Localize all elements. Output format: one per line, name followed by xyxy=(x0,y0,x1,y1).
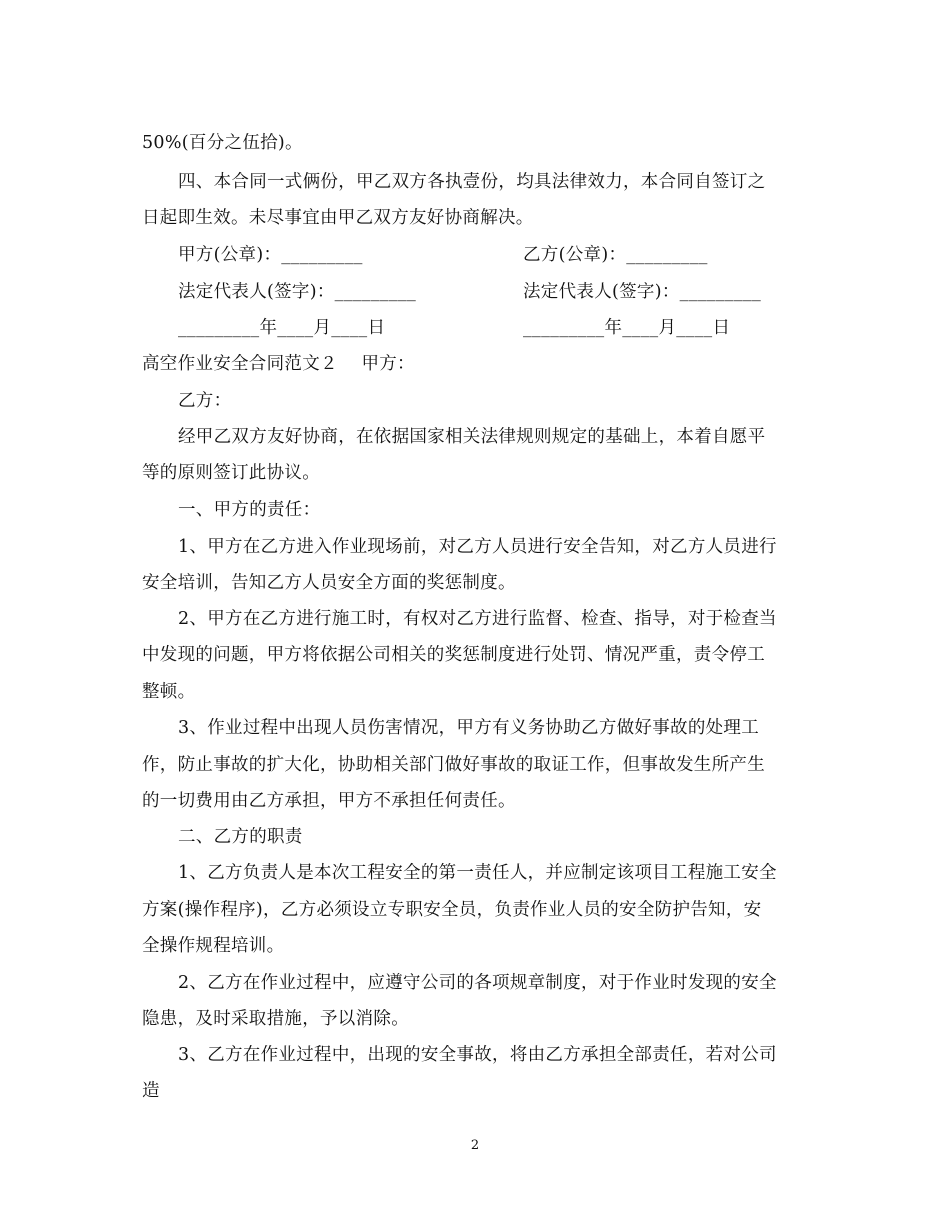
text-line: 全操作规程培训。 xyxy=(142,936,285,956)
text-line: 的一切费用由乙方承担，甲方不承担任何责任。 xyxy=(142,791,516,811)
text-line: 3、作业过程中出现人员伤害情况，甲方有义务协助乙方做好事故的处理工 xyxy=(178,718,760,738)
text-line: 2、乙方在作业过程中，应遵守公司的各项规章制度，对于作业时发现的安全 xyxy=(178,973,777,993)
text-line: 中发现的问题，甲方将依据公司相关的奖惩制度进行处罚、情况严重，责令停工 xyxy=(142,645,765,665)
section-heading: 一、甲方的责任： xyxy=(178,500,321,520)
text-line: 3、乙方在作业过程中，出现的安全事故，将由乙方承担全部责任，若对公司 xyxy=(178,1045,777,1065)
section-title: 高空作业安全合同范文２ 甲方： xyxy=(142,354,415,374)
text-line: 整顿。 xyxy=(142,682,196,702)
text-line: 四、本合同一式俩份，甲乙双方各执壹份，均具法律效力，本合同自签订之 xyxy=(178,172,766,192)
text-line: 50%(百分之伍拾)。 xyxy=(142,133,303,153)
signature-party-b-seal: 乙方(公章)：_________ xyxy=(523,245,708,265)
text-line: 等的原则签订此协议。 xyxy=(142,463,320,483)
text-line: 2、甲方在乙方进行施工时，有权对乙方进行监督、检查、指导，对于检查当 xyxy=(178,609,777,629)
section-heading: 二、乙方的职责 xyxy=(178,827,303,847)
text-line: 1、甲方在乙方进入作业现场前，对乙方人员进行安全告知，对乙方人员进行 xyxy=(178,537,777,557)
text-line: 隐患，及时采取措施，予以消除。 xyxy=(142,1009,409,1029)
signature-party-a-rep: 法定代表人(签字)：_________ xyxy=(178,282,417,302)
text-line: 1、乙方负责人是本次工程安全的第一责任人，并应制定该项目工程施工安全 xyxy=(178,863,777,883)
text-line: 方案(操作程序)，乙方必须设立专职安全员，负责作业人员的安全防护告知，安 xyxy=(142,900,762,920)
signature-party-a-seal: 甲方(公章)：_________ xyxy=(178,245,363,265)
signature-party-a-date: _________年____月____日 xyxy=(178,318,386,338)
text-line: 安全培训，告知乙方人员安全方面的奖惩制度。 xyxy=(142,573,516,593)
text-line: 作，防止事故的扩大化，协助相关部门做好事故的取证工作，但事故发生所产生 xyxy=(142,755,765,775)
text-line: 乙方： xyxy=(178,391,232,411)
page-number: 2 xyxy=(470,1138,480,1153)
text-line: 造 xyxy=(142,1081,160,1101)
signature-party-b-date: _________年____月____日 xyxy=(523,318,731,338)
signature-party-b-rep: 法定代表人(签字)：_________ xyxy=(523,282,762,302)
text-line: 日起即生效。未尽事宜由甲乙双方友好协商解决。 xyxy=(142,208,534,228)
text-line: 经甲乙双方友好协商，在依据国家相关法律规则规定的基础上，本着自愿平 xyxy=(178,427,766,447)
